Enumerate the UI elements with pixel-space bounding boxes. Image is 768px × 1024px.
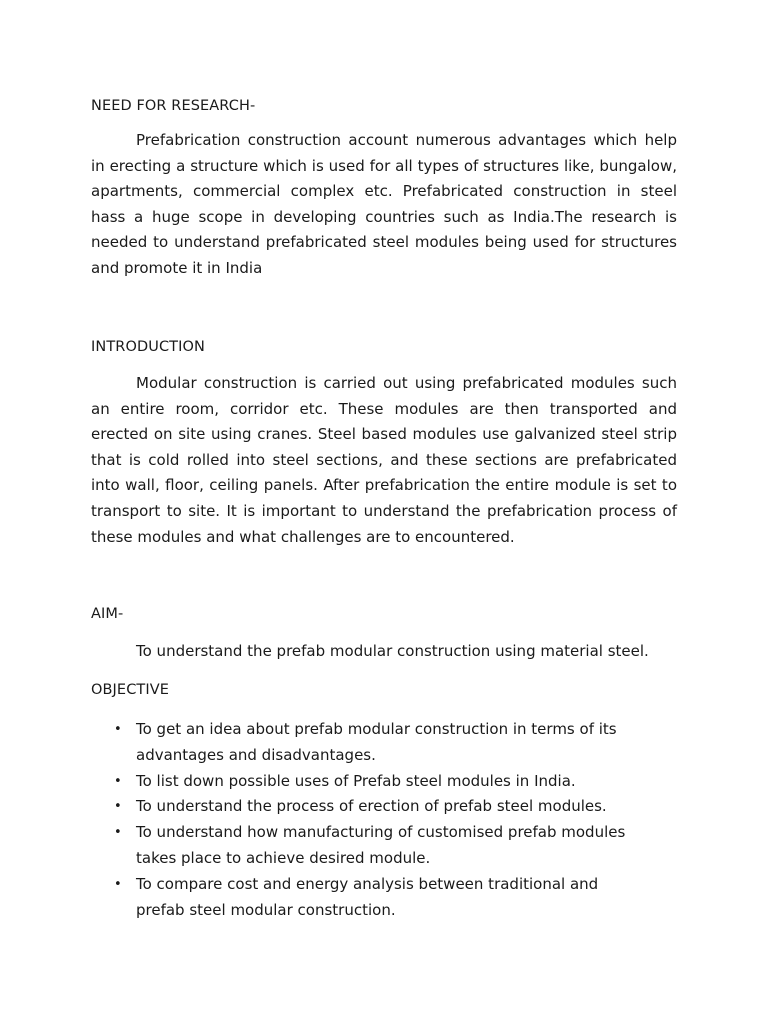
objective-item: [91, 769, 651, 795]
objective-item-text: To get an idea about prefab modular construction in terms of its advantages and disadvantages.: [136, 720, 617, 764]
objective-item-text: To compare cost and energy analysis between traditional and prefab steel modular construction.: [136, 874, 599, 919]
objective-item-text: To understand how manufacturing of customised prefab modules takes place to achieve desired module.: [136, 823, 626, 867]
objective-item: [91, 794, 651, 820]
bullet-icon: •: [114, 799, 122, 815]
objective-heading: OBJECTIVE: [91, 682, 170, 698]
introduction-paragraph: Modular construction is carried out using prefabricated modules such an entire room, corridor etc. These modules are then transported and erected on site using cranes. Steel based modules use galvanized steel strip that is cold rolled into steel sections, and these sections are prefabricated into wall, floor, ceiling panels. After prefabrication the entire module is set to transport to site. It is important to understand the prefabrication process of these modules and what challenges are to encountered.: [91, 374, 677, 546]
bullet-icon: •: [114, 773, 122, 789]
aim-paragraph: To understand the prefab modular construction using material steel.: [136, 642, 649, 660]
introduction-heading: INTRODUCTION: [91, 339, 205, 355]
need-for-research-heading: NEED FOR RESEARCH-: [91, 98, 256, 114]
objective-item: [91, 717, 651, 769]
bullet-icon: •: [114, 825, 122, 841]
objective-item: [91, 820, 651, 872]
bullet-icon: •: [114, 722, 122, 737]
objective-item-text: To list down possible uses of Prefab steel modules in India.: [136, 771, 576, 790]
need-for-research-paragraph: Prefabrication construction account numerous advantages which help in erecting a structure which is used for all types of structures like, bungalow, apartments, commercial complex etc. Prefabricated construction in steel hass a huge scope in developing countries such as India.The research is needed to understand prefabricated steel modules being used for structures and promote it in India: [91, 131, 677, 277]
aim-heading: AIM-: [91, 606, 124, 622]
objective-item-text: To understand the process of erection of prefab steel modules.: [136, 797, 607, 816]
bullet-icon: •: [114, 876, 122, 892]
objective-list: [91, 717, 651, 923]
objective-item: [91, 872, 651, 924]
